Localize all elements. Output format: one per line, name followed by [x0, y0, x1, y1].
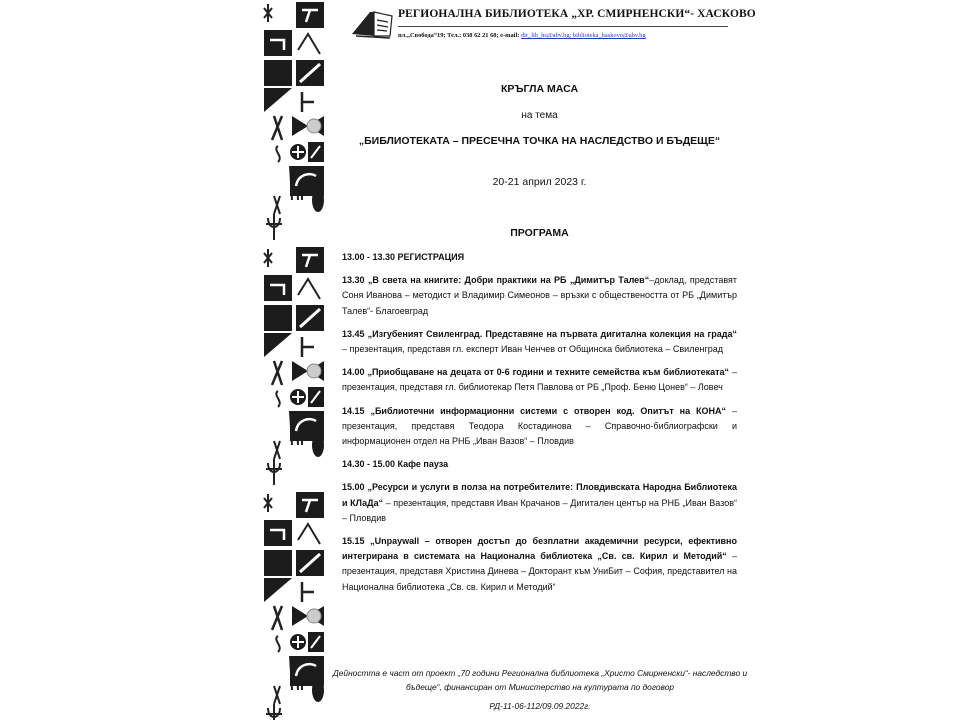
contact-info [398, 32, 646, 39]
program-item: 15.00 „Ресурси и услуги в полза на потребителите: Пловдивската Народна Библиотека и КЛаДа“ – презентация, представя Иван Крачанов – Дигитален център на РНБ „Иван Вазов“ – Пловдив [342, 482, 737, 523]
program-item: 15.15 „Unpaywall – отворен достъп до безплатни академични ресурси, ефективно интегрирана в системата на Национална библиотека „Св. св. Кирил и Методий“ – презентация, представя Христина Динева – Докторант към УниБит – София, представител на Национална библиотека „Св. св. Кирил и Методий“ [342, 536, 737, 592]
program-heading: ПРОГРАМА [510, 227, 569, 239]
address-phone: пл.„Свобода“19; Тел.: 038 62 21 68; e-mail: [398, 32, 521, 39]
decorative-ornament-strip [262, 0, 326, 720]
event-dates: 20-21 април 2023 г. [492, 176, 587, 188]
program-list [342, 250, 737, 603]
library-logo-icon [350, 6, 394, 40]
topic-title: „БИБЛИОТЕКАТА – ПРЕСЕЧНА ТОЧКА НА НАСЛЕДСТВО И БЪДЕЩЕ“ [358, 135, 721, 147]
header-divider [398, 26, 728, 27]
program-item: 14.30 - 15.00 Кафе пауза [342, 459, 449, 470]
event-title: КРЪГЛА МАСА [500, 83, 579, 95]
email-links[interactable]: dir_lib_hs@abv.bg; biblioteka_haskovo@abv.bg [520, 32, 646, 39]
letterhead [350, 4, 756, 48]
program-item: 14.15 „Библиотечни информационни системи с отворен код. Опитът на КОНА“ – презентация, представя Теодора Костадинова – Справочно-библиографски и информационен отдел на РНБ „Иван Вазов“ – Пловдив [342, 405, 737, 447]
program-item: 13.30 „В света на книгите: Добри практики на РБ „Димитър Талев“–доклад, представят Соня Иванова – методист и Владимир Симеонов – връзки с обществеността от РБ „Димитър Талев“- Благоевград [342, 275, 738, 316]
program-item: 13.00 - 13.30 РЕГИСТРАЦИЯ [342, 252, 465, 262]
contract-number: РД-11-06-112/09.09.2022г. [489, 701, 591, 711]
on-topic-label: на тема [521, 110, 558, 121]
program-item: 14.00 „Приобщаване на децата от 0-6 години и техните семейства към библиотеката“ – презентация, представя гл. библиотекар Петя Павлова от РБ „Проф. Беню Цонев“ – Ловеч [342, 367, 737, 393]
project-note: Дейността е част от проект „70 години Регионална библиотека „Христо Смирненски“- наследство и бъдеще“, финансиран от Министерство на културата по договор [332, 668, 748, 692]
program-item: 13.45 „Изгубеният Свиленград. Представяне на първата дигитална колекция на града“ – презентация, представя гл. експерт Иван Ченчев от Общинска библиотека – Свиленград [342, 328, 737, 355]
library-name: РЕГИОНАЛНА БИБЛИОТЕКА „ХР. СМИРНЕНСКИ“- ХАСКОВО [398, 8, 756, 20]
